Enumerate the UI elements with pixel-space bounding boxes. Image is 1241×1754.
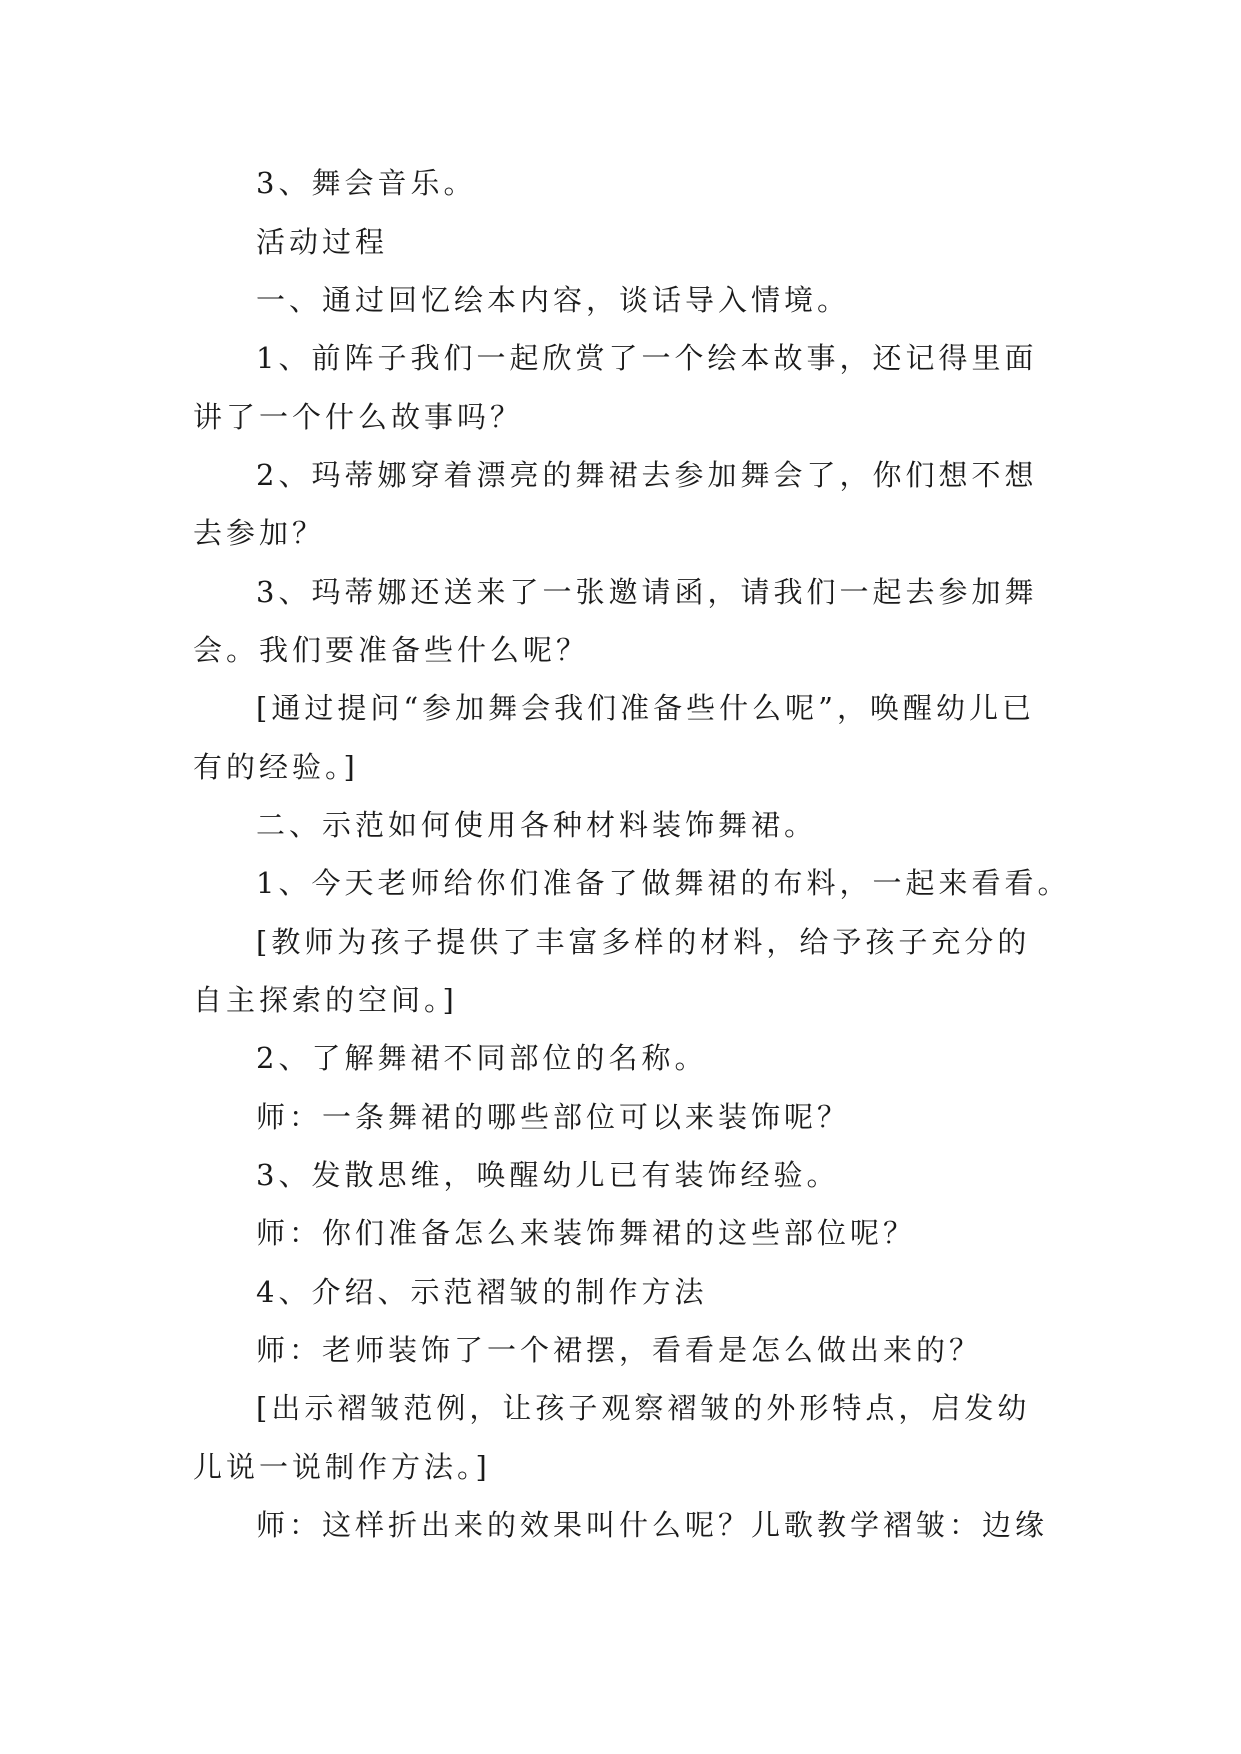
text-line: 会。我们要准备些什么呢？ [193,633,590,667]
text-line: 自主探索的空间。] [193,983,458,1017]
text-line: 儿说一说制作方法。] [193,1450,491,1484]
text-line: 讲了一个什么故事吗？ [193,400,524,434]
text-line: 3、发散思维，唤醒幼儿已有装饰经验。 [256,1158,840,1192]
text-line: 1、今天老师给你们准备了做舞裙的布料，一起来看看。 [256,866,1071,900]
text-line: 二、示范如何使用各种材料装饰舞裙。 [256,808,818,842]
text-line: [通过提问“参加舞会我们准备些什么呢”，唤醒幼儿已 [256,691,1035,725]
text-line: 2、玛蒂娜穿着漂亮的舞裙去参加舞会了，你们想不想 [256,458,1038,492]
text-line: 4、介绍、示范褶皱的制作方法 [256,1275,708,1309]
text-line: 师：你们准备怎么来装饰舞裙的这些部位呢？ [256,1216,917,1250]
text-line: [出示褶皱范例，让孩子观察褶皱的外形特点，启发幼 [256,1391,1031,1425]
text-line: 师：老师装饰了一个裙摆，看看是怎么做出来的？ [256,1333,983,1367]
text-line: 去参加？ [193,516,326,550]
text-line: 师：一条舞裙的哪些部位可以来装饰呢？ [256,1100,851,1134]
text-line: 师：这样折出来的效果叫什么呢？儿歌教学褶皱：边缘 [256,1508,1049,1542]
text-line: 3、舞会音乐。 [256,166,477,200]
text-line: 2、了解舞裙不同部位的名称。 [256,1041,708,1075]
text-line: 一、通过回忆绘本内容，谈话导入情境。 [256,283,851,317]
text-line: 3、玛蒂娜还送来了一张邀请函，请我们一起去参加舞 [256,575,1038,609]
section-heading: 活动过程 [256,225,389,259]
text-line: [教师为孩子提供了丰富多样的材料，给予孩子充分的 [256,925,1031,959]
text-line: 有的经验。] [193,750,359,784]
text-line: 1、前阵子我们一起欣赏了一个绘本故事，还记得里面 [256,341,1038,375]
